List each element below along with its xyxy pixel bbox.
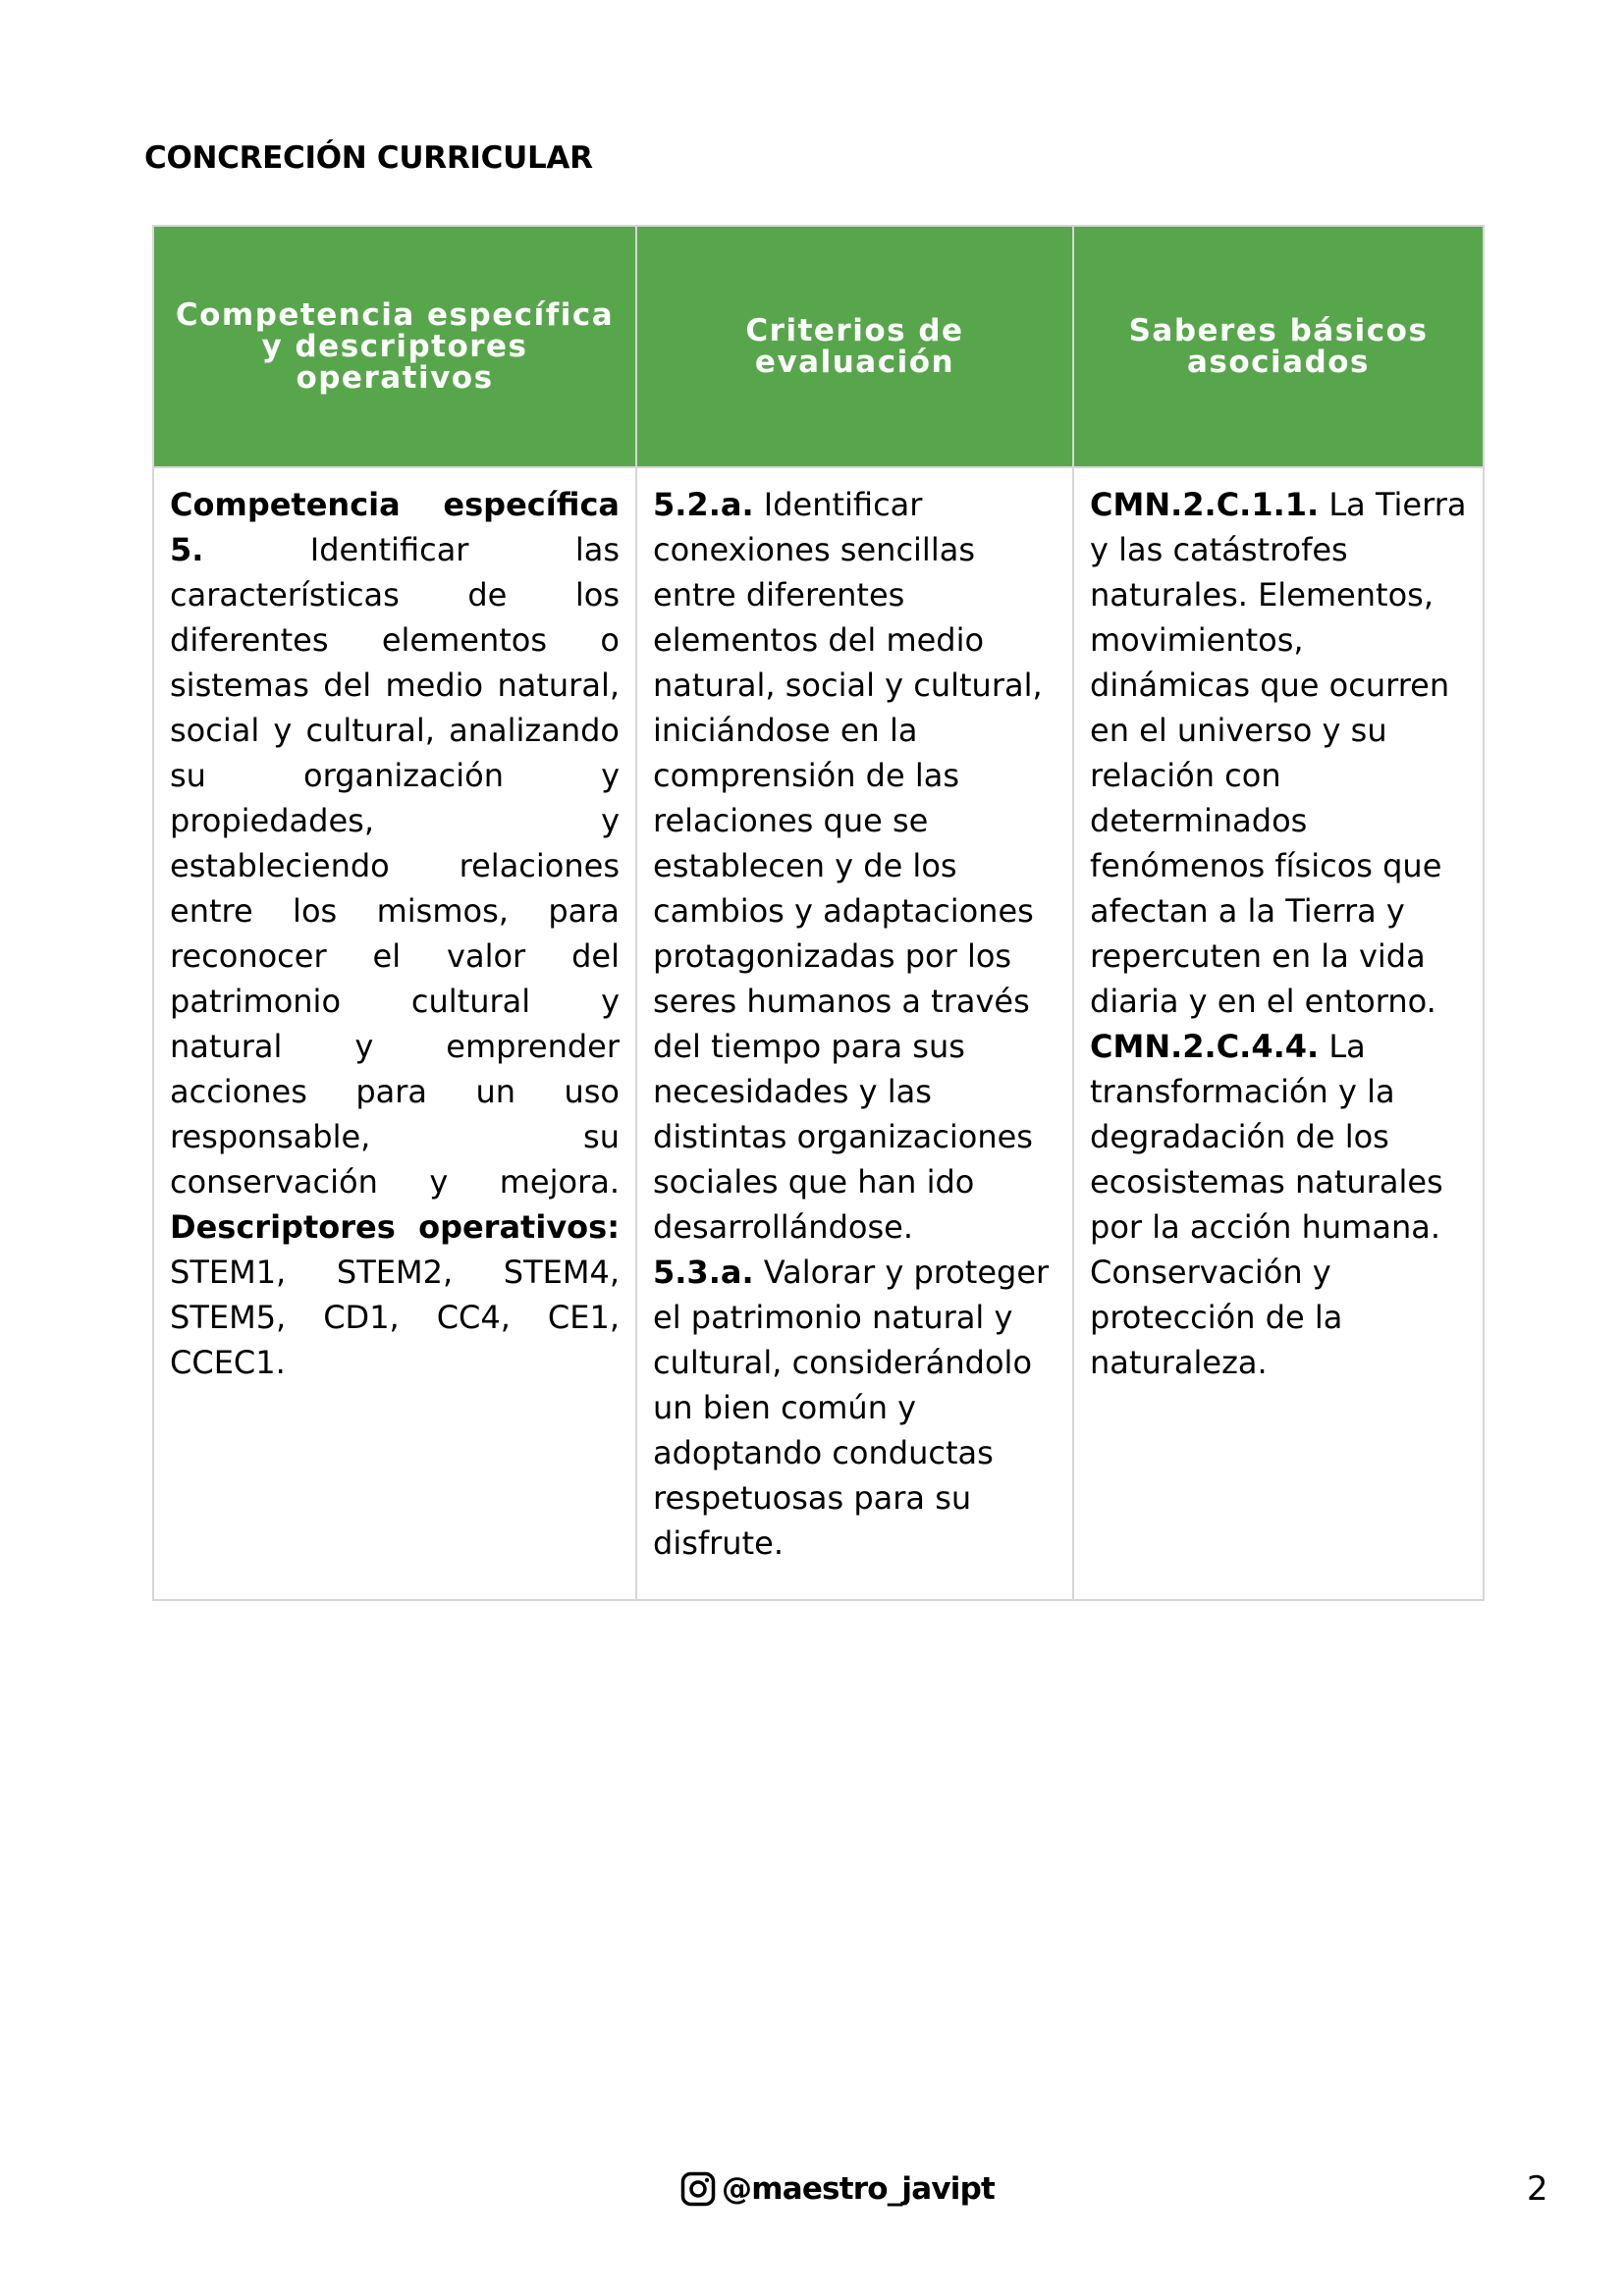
header-criterios: Criterios de evaluación: [636, 226, 1073, 467]
saber-item: [1090, 482, 1467, 1024]
criterio-item: [653, 1250, 1056, 1566]
descriptores-label: Descriptores operativos:: [170, 1208, 620, 1246]
cell-competencia: [153, 467, 636, 1600]
criterio-text: Valorar y proteger el patrimonio natural y cultural, considerándolo un bien común y adoptando conductas respetuosas para su disfrute.: [653, 1254, 1050, 1562]
table-header-row: [153, 226, 1484, 467]
criterio-text: Identificar conexiones sencillas entre diferentes elementos del medio natural, social y cultural, iniciándose en la comprensión de las relaciones que se establecen y de los cambios y adaptaciones protagonizadas por los seres humanos a través del tiempo para sus necesidades y las distintas organizaciones sociales que han ido desarrollándose.: [653, 486, 1043, 1246]
saber-text: La Tierra y las catástrofes naturales. Elementos, movimientos, dinámicas que ocurren en el universo y su relación con determinados fenómenos físicos que afectan a la Tierra y repercuten en la vida diaria y en el entorno.: [1090, 486, 1467, 1020]
cell-saberes: [1073, 467, 1484, 1600]
instagram-icon: [680, 2171, 716, 2207]
criterio-code: 5.2.a.: [653, 486, 754, 523]
section-title: CONCRECIÓN CURRICULAR: [144, 140, 593, 176]
saber-code: CMN.2.C.4.4.: [1090, 1028, 1320, 1065]
instagram-handle: @maestro_javipt: [722, 2171, 995, 2207]
saber-item: [1090, 1024, 1467, 1385]
footer-social-handle: [680, 2171, 995, 2207]
table-row: [153, 467, 1484, 1600]
page-number: 2: [1527, 2169, 1548, 2209]
curriculum-table: [152, 225, 1485, 1601]
criterio-code: 5.3.a.: [653, 1254, 754, 1291]
cell-criterios: [636, 467, 1073, 1600]
saber-code: CMN.2.C.1.1.: [1090, 486, 1320, 523]
descriptores-list: STEM1, STEM2, STEM4, STEM5, CD1, CC4, CE1, CCEC1.: [170, 1254, 620, 1381]
competencia-title: Competencia específica 5.: [170, 486, 620, 568]
header-saberes: Saberes básicos asociados: [1073, 226, 1484, 467]
competencia-text: Identificar las características de los diferentes elementos o sistemas del medio natural, social y cultural, analizando su organización y propiedades, y estableciendo relaciones entre los mismos, para reconocer el valor del patrimonio cultural y natural y emprender acciones para un uso responsable, su conservación y mejora.: [170, 531, 620, 1201]
criterio-item: [653, 482, 1056, 1250]
saber-text: La transformación y la degradación de los ecosistemas naturales por la acción humana. Conservación y protección de la naturaleza.: [1090, 1028, 1443, 1381]
header-competencia: Competencia específica y descriptores operativos: [153, 226, 636, 467]
